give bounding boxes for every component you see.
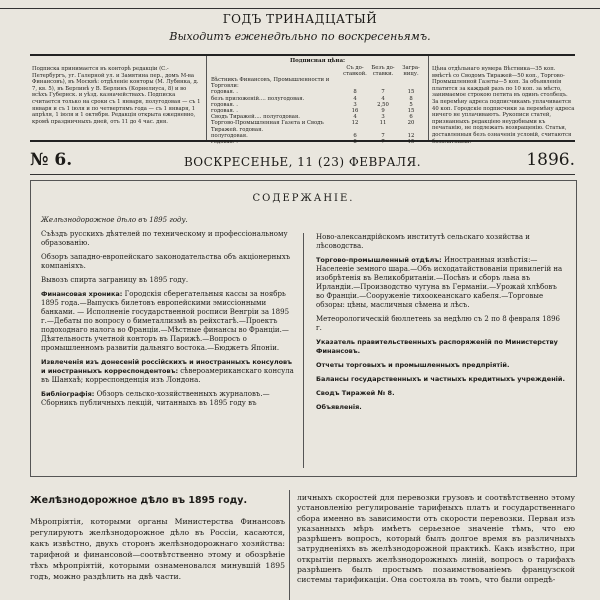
contents-left-column xyxy=(41,216,296,413)
info-divider xyxy=(428,56,429,140)
masthead-rule xyxy=(0,0,600,9)
article-left-text: Мѣропріятія, которыми органы Министерства Финансовъ регулируютъ желѣзнодорожное дѣло въ Россіи, касаются, какъ извѣстно, двухъ сторонъ желѣзнодорожнаго хозяйства: тарифной и финансовой—соотвѣтственно этому и обозрѣніе тѣхъ мѣропріятій, которыми ознаменовался минувшій 1895 годъ, можно раздѣлить на двѣ части. xyxy=(30,517,285,581)
subscription-text: Подписка принимается въ конторѣ редакціи (С.-Петербургъ, уг. Галерной ул. и Замятина пер., домъ М-ва Финансовъ), въ Москвѣ: отдѣленіе конторы (М. Лубянка, д. 7, кв. 5), въ Берлинѣ у В. Берлинъ (Корнелиуса, 8) и во всѣхъ Губернск. и уѣзд. казначействахъ. Подписка считается только на сроки съ 1 января, полугодовая — съ 1 января и съ 1 іюля и по четвертямъ года — съ 1 января, 1 апрѣля, 1 іюля и 1 октября. Редакція открыта ежедневно, кромѣ праздничныхъ дней, отъ 11 до 4 час. дня. xyxy=(32,66,201,125)
contents-entry: Вывозъ спирта заграницу въ 1895 году. xyxy=(41,276,189,284)
contents-entry: Библіографія: Обзоръ сельско-хозяйственныхъ журналовъ.—Сборникъ публичныхъ лекцій, читанныхъ въ 1895 году въ xyxy=(41,390,270,407)
contents-entry: Указатель правительственныхъ распоряженій по Министерству Финансовъ. xyxy=(316,338,558,355)
issue-number: № 6. xyxy=(30,150,73,170)
contents-entry: Обзоръ западно-европейскаго законодательства объ акціонерныхъ компаніяхъ. xyxy=(41,253,291,270)
contents-entry: Метеорологическій бюллетень за недѣлю съ 2 по 8 февраля 1896 г. xyxy=(316,315,560,332)
price-row: годовая. . 3 2,50 5 xyxy=(211,101,413,108)
article-left-column xyxy=(30,495,285,582)
contents-entry: Желѣзнодорожное дѣло въ 1895 году. xyxy=(41,216,188,224)
contents-divider xyxy=(303,233,304,468)
issue-date: ВОСКРЕСЕНЬЕ, 11 (23) ФЕВРАЛЯ. xyxy=(183,155,422,169)
price-table xyxy=(210,65,425,146)
article-right-text: личныхъ скоростей для перевозки грузовъ и соотвѣтственно этому установленію регулированіе тарифныхъ платъ и государственнаго сбора именно въ зависимости отъ скорости перевозки. Первая изъ указанныхъ мѣръ имѣетъ серьезное значеніе тѣмъ, что ею разрѣшенъ вопросъ, который былъ долгое время въ различныхъ затрудненіяхъ въ желѣзнодорожной практикѣ. Какъ извѣстно, при открытіи первыхъ желѣзнодорожныхъ линій, вопросъ о тарифахъ разрѣшенъ былъ простымъ позаимствованіемъ французской системы тарификаціи. Она состояла въ томъ, что были опредѣ- xyxy=(297,493,575,585)
contents-entry: Съѣздъ русскихъ дѣятелей по техническому и профессіональному образованію. xyxy=(41,230,288,247)
issue-line xyxy=(30,150,575,172)
issue-year: 1896. xyxy=(526,150,575,170)
article-divider xyxy=(289,490,290,600)
price-header-row xyxy=(210,65,425,77)
price-row: Сводъ Тиражей.... полугодовая. 4 3 6 xyxy=(211,114,413,121)
contents-entry: Отчеты торговыхъ и промышленныхъ предпріятій. xyxy=(316,361,510,369)
weekly-line: Выходитъ еженедѣльно по воскресеньямъ. xyxy=(169,30,431,43)
contents-entry: Сводъ Тиражей № 8. xyxy=(316,389,395,397)
year-line: ГОДЪ ТРИНАДЦАТЫЙ xyxy=(222,12,378,26)
price-row: годовая. . 8 7 15 xyxy=(211,139,415,146)
contents-entry: Балансы государственныхъ и частныхъ кредитныхъ учрежденій. xyxy=(316,375,565,383)
price-block xyxy=(210,58,425,145)
issue-rule xyxy=(30,174,575,175)
price-row: Торгово-Промышленная Газета и Сводъ Тиражей. годовая. 12 11 20 xyxy=(211,120,415,133)
contents-entry: Объявленія. xyxy=(316,403,362,411)
price-row: Вѣстникъ Финансовъ, Промышленности и Торговли: xyxy=(211,77,330,90)
contents-entry: Извлеченія изъ донесеній россійскихъ и иностранныхъ консуловъ и иностранныхъ корреспондентовъ: сѣвероамериканскаго консула въ Шанхаѣ; корреспонденція изъ Лондона. xyxy=(41,358,294,384)
contents-box xyxy=(30,180,577,477)
contents-entry: Ново-александрійскомъ институтѣ сельскаго хозяйства и лѣсоводства. xyxy=(316,233,530,250)
ads-terms-text: Цѣна отдѣльнаго нумера Вѣстника—35 коп. вмѣстѣ со Сводомъ Тиражей—50 коп., Торгово-Промышленной Газеты—5 коп. За объявленія платится за каждый разъ по 10 коп. за мѣсто, занимаемое строкою петита въ одинъ столбецъ. За перемѣну адреса подписчикамъ уплачивается 40 коп. Городскіе подписчики за перемѣну адреса ничего не уплачиваютъ. Рукописи статей, признанныхъ редакціею неудобными къ печатанію, не подлежатъ возвращенію. Статьи, доставленныя безъ означенія условій, считаются безплатными. xyxy=(432,66,575,145)
price-row: годовая. . 8 7 15 xyxy=(211,89,415,96)
info-divider xyxy=(206,56,207,140)
price-row: безъ приложеній.... полугодовая. 4 4 8 xyxy=(211,95,413,102)
price-col-header: Загра-ницу. xyxy=(402,64,420,77)
contents-right-column xyxy=(316,233,566,417)
price-row: полугодовая. 6 7 12 xyxy=(211,132,415,139)
price-header: Подписная цѣна: xyxy=(289,58,346,64)
price-row: годовая. . 16 9 15 xyxy=(211,108,415,115)
article-title: Желѣзнодорожное дѣло въ 1895 году. xyxy=(30,495,248,506)
subscription-info-block xyxy=(30,54,575,146)
price-col-header: Безъ до-ставки. xyxy=(371,64,395,77)
price-col-header: Съ до-ставкой. xyxy=(343,64,367,77)
contents-title: СОДЕРЖАНІЕ. xyxy=(252,193,355,204)
contents-entry: Торгово-промышленный отдѣлъ: Иностранныя извѣстія:—Населеніе земного шара.—Объ исходатайствованіи привилегій на изобрѣтенія въ Великобританіи.—Посѣвъ и сборъ льна въ Ирландіи.—Производство чугуна въ Германіи.—Урожай хлѣбовъ во Франціи.—Сооруженіе тихоокеанскаго кабеля.—Торговые обзоры: цѣны, масличныя сѣмена и лѣсъ. xyxy=(316,256,563,309)
contents-entry: Финансовая хроника: Городскія сберегательныя кассы за ноябрь 1895 года.—Выпускъ билетовъ европейскими эмиссіонными банками. — Исполненіе государственной росписи Венгріи за 1895 г.—Дебаты по вопросу о биметаллизмѣ въ рейхстагѣ.—Проектъ подоходнаго налога во Франціи.—Мѣстные финансы во Франціи.—Дѣятельность учетной конторъ въ Парижѣ.—Вопросъ о промышленномъ развитіи дальняго востока.—Бюджетъ Японіи. xyxy=(41,290,290,352)
